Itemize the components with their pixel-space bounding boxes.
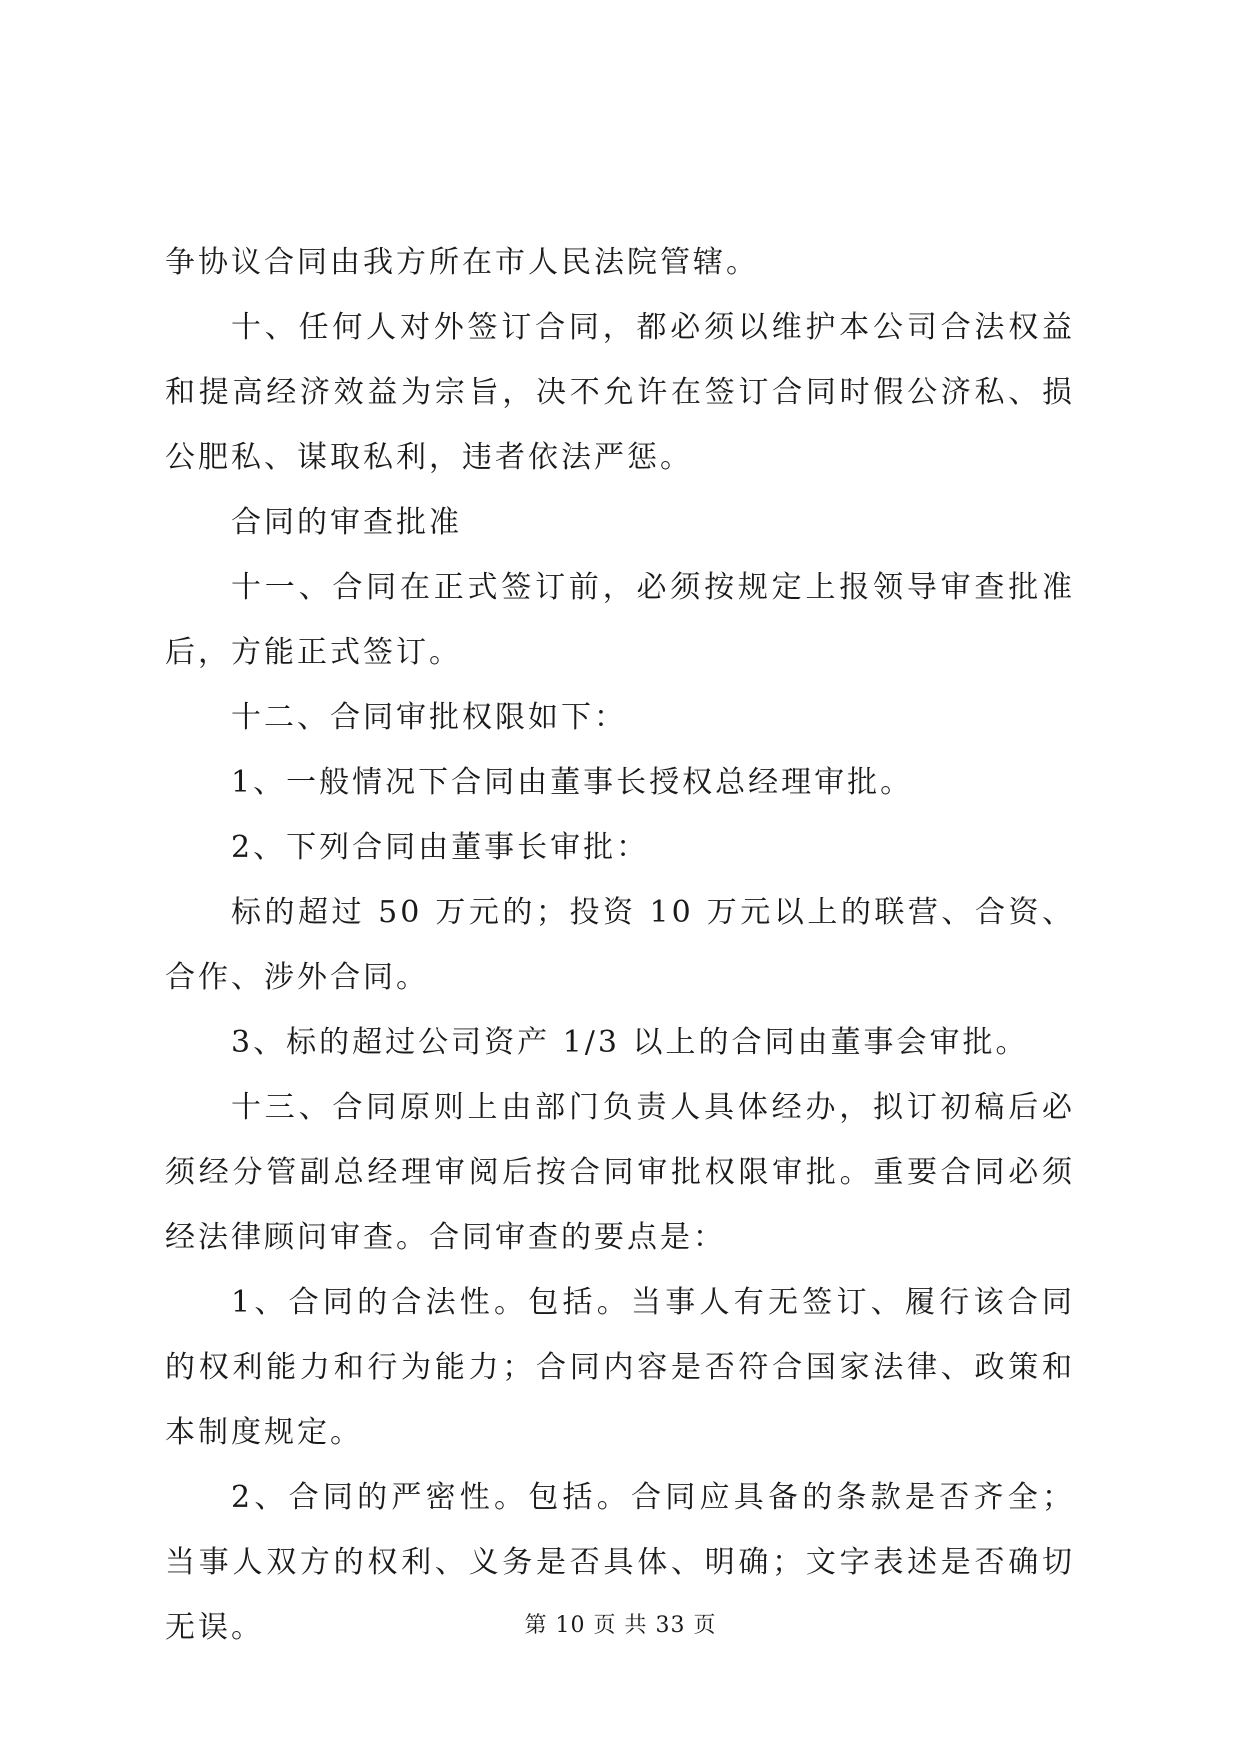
paragraph-2: 十、任何人对外签订合同，都必须以维护本公司合法权益和提高经济效益为宗旨，决不允许在签订合同时假公济私、损公肥私、谋取私利，违者依法严惩。	[165, 310, 1075, 475]
paragraph-6: 1、一般情况下合同由董事长授权总经理审批。	[231, 765, 914, 800]
paragraph-10: 十三、合同原则上由部门负责人具体经办，拟订初稿后必须经分管副总经理审阅后按合同审批权限审批。重要合同必须经法律顾问审查。合同审查的要点是：	[165, 1090, 1075, 1255]
paragraph-5: 十二、合同审批权限如下：	[231, 700, 627, 735]
page-number-footer: 第 10 页 共 33 页	[524, 1613, 717, 1638]
section-heading: 合同的审查批准	[231, 505, 462, 540]
paragraph-12: 2、合同的严密性。包括。合同应具备的条款是否齐全；当事人双方的权利、义务是否具体、明确；文字表述是否确切无误。	[165, 1480, 1075, 1645]
document-body	[165, 230, 1075, 1660]
paragraph-4: 十一、合同在正式签订前，必须按规定上报领导审查批准后，方能正式签订。	[165, 570, 1075, 670]
paragraph-7: 2、下列合同由董事长审批：	[231, 830, 650, 865]
paragraph-8: 标的超过 50 万元的；投资 10 万元以上的联营、合资、合作、涉外合同。	[165, 895, 1075, 995]
paragraph-1: 争协议合同由我方所在市人民法院管辖。	[165, 245, 759, 280]
paragraph-9: 3、标的超过公司资产 1/3 以上的合同由董事会审批。	[231, 1025, 1029, 1060]
paragraph-11: 1、合同的合法性。包括。当事人有无签订、履行该合同的权利能力和行为能力；合同内容是否符合国家法律、政策和本制度规定。	[165, 1285, 1075, 1450]
